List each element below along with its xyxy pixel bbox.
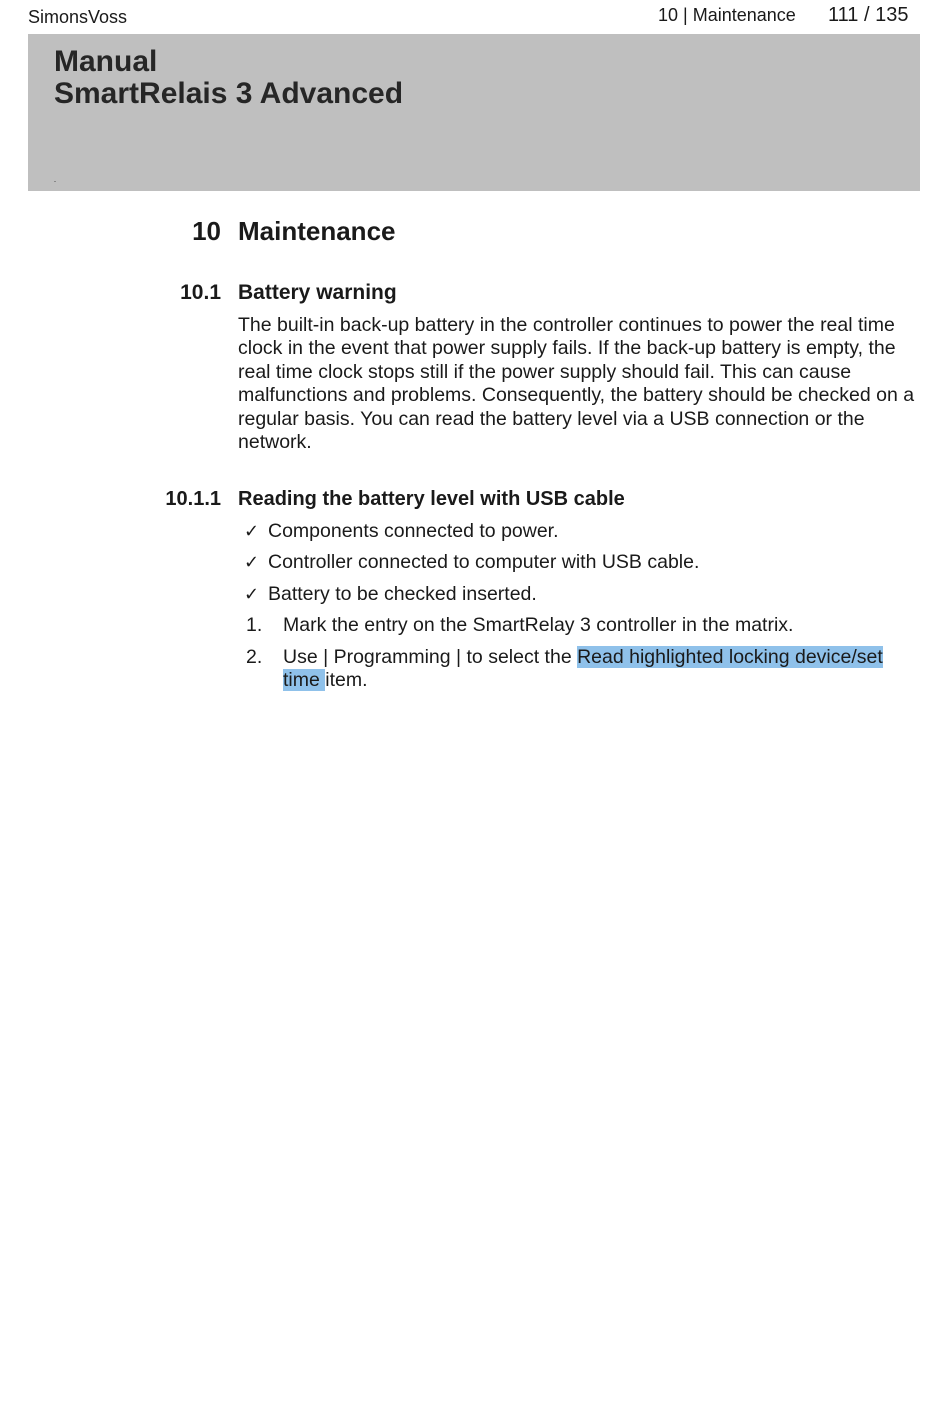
highlighted-menu-item: Read highlighted locking device/set time xyxy=(283,646,883,692)
step-number: 2. xyxy=(246,646,263,668)
product-title: SmartRelais 3 Advanced xyxy=(54,77,404,110)
checkmark-icon: ✓ xyxy=(244,552,260,573)
checkmark-icon: ✓ xyxy=(244,521,260,542)
prerequisite-text: Battery to be checked inserted. xyxy=(268,583,537,605)
prerequisite-text: Components connected to power. xyxy=(268,520,559,542)
subsection-number: 10.1 xyxy=(180,281,221,304)
brand-name: SimonsVoss xyxy=(28,7,128,27)
manual-title: Manual xyxy=(54,45,158,78)
prerequisite-item xyxy=(244,583,537,606)
step-text xyxy=(283,646,923,693)
step-text-before: Use | Programming | to select the xyxy=(283,646,578,668)
subsubsection-number: 10.1.1 xyxy=(165,488,221,510)
running-section-title: 10 | Maintenance xyxy=(658,5,796,25)
title-band xyxy=(28,34,920,191)
step-text-after: item. xyxy=(325,669,368,692)
checkmark-icon: ✓ xyxy=(244,584,260,605)
page-number: 111 / 135 xyxy=(828,4,909,26)
prerequisite-text: Controller connected to computer with USB cable. xyxy=(268,551,700,573)
step-text: Mark the entry on the SmartRelay 3 controller in the matrix. xyxy=(283,614,794,636)
prerequisite-item xyxy=(244,551,699,574)
subsection-title: Battery warning xyxy=(238,281,397,304)
band-mark xyxy=(54,181,56,182)
section-title: Maintenance xyxy=(238,216,396,246)
prerequisite-item xyxy=(244,520,559,543)
subsubsection-title: Reading the battery level with USB cable xyxy=(238,488,625,510)
section-number: 10 xyxy=(192,216,221,246)
step-number: 1. xyxy=(246,614,263,636)
battery-warning-paragraph: The built-in back-up battery in the controller continues to power the real time clock in the event that power supply fails. If the back-up battery is empty, the real time clock stops still if the power supply should fail. This can cause malfunctions and problems. Consequently, the battery should be checked on a regular basis. You can read the battery level via a USB connection or the network. xyxy=(238,314,915,454)
